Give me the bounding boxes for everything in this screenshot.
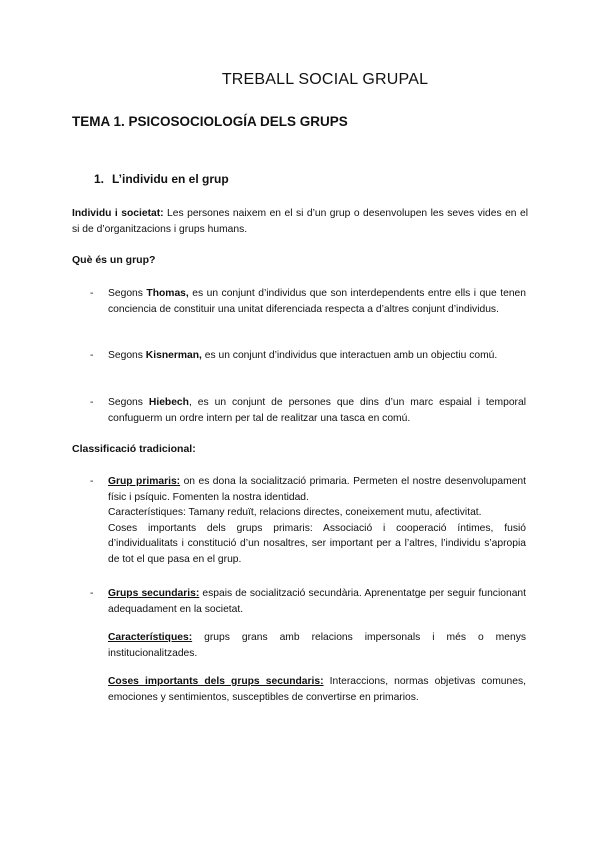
tema-title: TEMA 1. PSICOSOCIOLOGÍA DELS GRUPS bbox=[72, 114, 348, 129]
definition-text: , es un conjunt de persones que dins d’un marc espaial i temporal confuguerm un ordre intern per tal de realitzar una tasca en comú. bbox=[108, 397, 526, 424]
definition-kisnerman bbox=[108, 348, 526, 364]
list-item bbox=[90, 395, 530, 427]
list-item bbox=[90, 586, 530, 716]
grup-primaris-intro bbox=[108, 474, 526, 505]
section-title bbox=[94, 172, 229, 186]
section-number: 1. bbox=[94, 172, 105, 186]
definition-prefix: Segons bbox=[108, 397, 149, 408]
list-item bbox=[90, 286, 530, 334]
grups-secundaris-caracteristiques bbox=[108, 630, 526, 661]
definition-hiebech bbox=[108, 395, 526, 426]
section-title-text: L’individu en el grup bbox=[112, 172, 229, 186]
author-name: Hiebech bbox=[148, 397, 189, 408]
author-name: Thomas, bbox=[146, 288, 189, 299]
dash-bullet: - bbox=[90, 397, 94, 408]
definition-prefix: Segons bbox=[108, 288, 147, 299]
dash-bullet: - bbox=[90, 476, 94, 487]
grups-secundaris-label: Grups secundaris: bbox=[108, 588, 200, 599]
grups-secundaris-intro bbox=[108, 586, 526, 617]
caracteristiques-label: Característiques: bbox=[108, 632, 193, 643]
definition-thomas bbox=[108, 286, 526, 317]
grup-primaris-text: on es dona la socialització primaria. Permeten el nostre desenvolupament físic i psíquic. Fomenten la nostra identidad. bbox=[108, 476, 527, 503]
grup-primaris-coses: Coses importants dels grups primaris: Associació i cooperació íntimes, fusió d’individualitats i constitució d’un nosaltres, ser important per a l’altres, l’individu s’apropia de tot el que pasa en el grup. bbox=[108, 522, 526, 565]
list-item bbox=[90, 474, 530, 574]
definition-text: es un conjunt d’individus que son interdependents entre ells i que tenen conciencia de constituir una unitat diferenciada respecta a d’altres conjunt d’individus. bbox=[108, 288, 526, 315]
author-name: Kisnerman, bbox=[145, 350, 202, 361]
dash-bullet: - bbox=[90, 588, 94, 599]
classificacio-heading: Classificació tradicional: bbox=[72, 443, 196, 455]
individu-paragraph bbox=[72, 206, 528, 237]
grup-primaris-block bbox=[108, 474, 526, 567]
coses-text: Interaccions, normas objetivas comunes, emociones y sentimientos, susceptibles de convertirse en primarios. bbox=[108, 676, 526, 703]
grups-secundaris-coses bbox=[108, 674, 526, 705]
individu-text: Les persones naixem en el si d’un grup o desenvolupen les seves vides en el si de d’organitzacions i grups humans. bbox=[72, 208, 528, 235]
grups-secundaris-text: espais de socialització secundària. Aprenentatge per seguir funcionant adequadament en la societat. bbox=[108, 588, 527, 615]
grup-primaris-label: Grup primaris: bbox=[108, 476, 181, 487]
list-item bbox=[90, 348, 530, 380]
grup-primaris-caracteristiques: Característiques: Tamany reduït, relacions directes, coneixement mutu, afectivitat. bbox=[108, 507, 482, 518]
definition-prefix: Segons bbox=[108, 350, 146, 361]
individu-label: Individu i societat: bbox=[72, 208, 164, 219]
dash-bullet: - bbox=[90, 350, 94, 361]
caracteristiques-text: grups grans amb relacions impersonals i més o menys institucionalitzades. bbox=[108, 632, 526, 659]
document-title: TREBALL SOCIAL GRUPAL bbox=[221, 71, 429, 88]
coses-label: Coses importants dels grups secundaris: bbox=[108, 676, 324, 687]
que-es-heading: Què és un grup? bbox=[72, 254, 156, 266]
dash-bullet: - bbox=[90, 288, 94, 299]
grups-secundaris-block bbox=[108, 586, 526, 705]
definition-text: es un conjunt d’individus que interactuen amb un objectiu comú. bbox=[201, 350, 498, 361]
